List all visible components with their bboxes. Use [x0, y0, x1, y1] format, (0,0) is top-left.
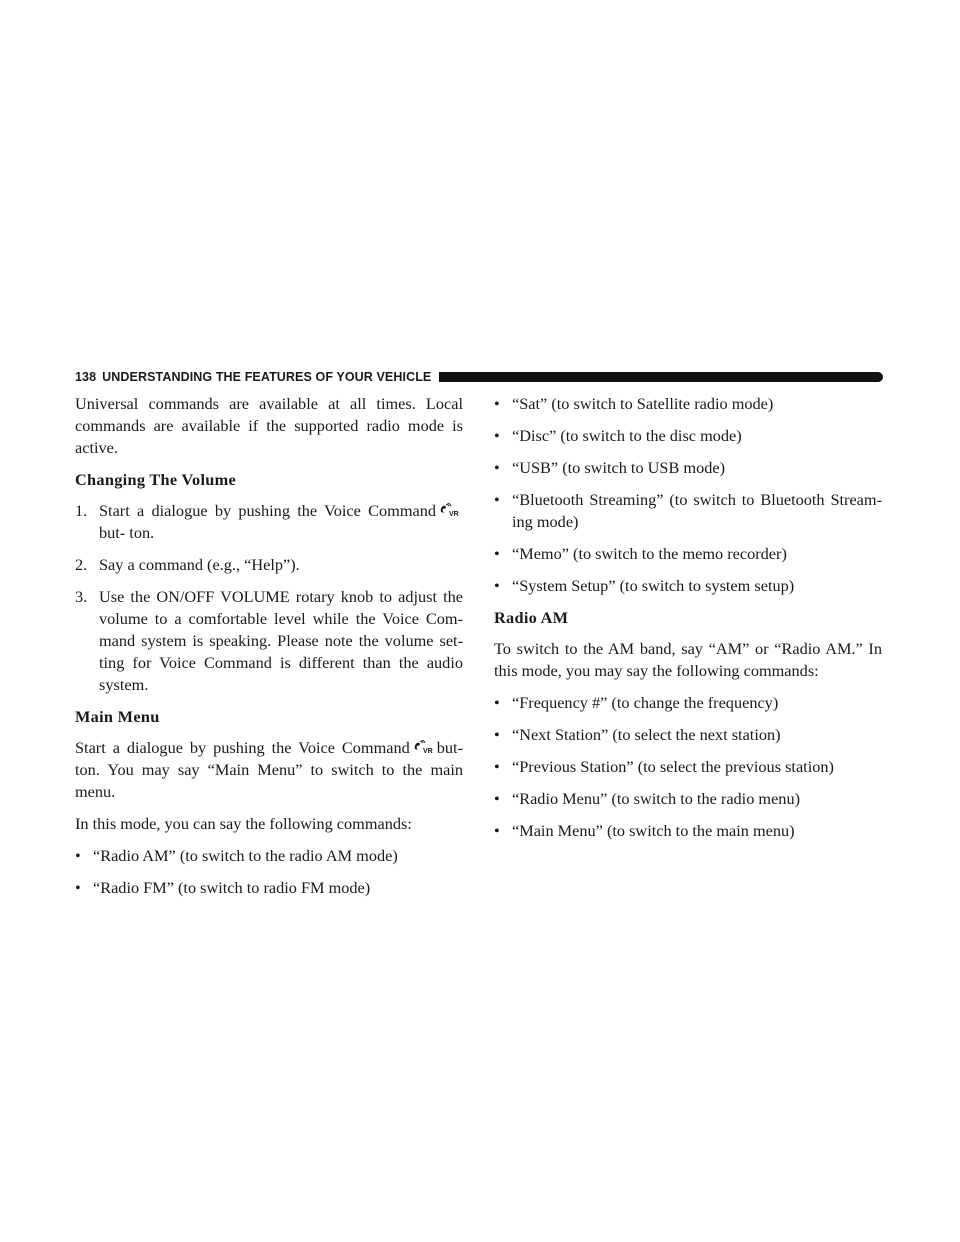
bullet-icon: •: [494, 426, 500, 445]
svg-text:VR: VR: [449, 511, 459, 517]
bullet-icon: •: [494, 757, 500, 776]
bullet-icon: •: [494, 576, 500, 595]
list-item-text: “Main Menu” (to switch to the main menu): [512, 821, 795, 840]
step-1: [75, 500, 463, 544]
list-item-text: “Frequency #” (to change the frequency): [512, 693, 779, 712]
bullet-icon: •: [75, 878, 81, 897]
page-number: 138: [75, 370, 97, 384]
list-item: [494, 425, 882, 447]
list-item-text: “Radio FM” (to switch to radio FM mode): [93, 878, 371, 897]
voice-command-icon: [413, 740, 435, 754]
list-item-text: “Next Station” (to select the next station): [512, 725, 781, 744]
step-text: Start a dialogue by pushing the Voice Command: [99, 501, 436, 520]
list-item: [494, 575, 882, 597]
list-item: [494, 724, 882, 746]
main-menu-text: Start a dialogue by pushing the Voice Command: [75, 738, 410, 757]
list-item: [494, 756, 882, 778]
list-item: [494, 457, 882, 479]
bullet-icon: •: [494, 394, 500, 413]
list-item: [494, 489, 882, 533]
list-item-text: “Bluetooth Streaming” (to switch to Bluetooth Stream- ing mode): [512, 490, 882, 531]
bullet-icon: •: [75, 846, 81, 865]
svg-text:VR: VR: [422, 748, 433, 754]
list-item: [494, 692, 882, 714]
changing-volume-heading: Changing The Volume: [75, 470, 237, 489]
mode-intro: In this mode, you can say the following commands:: [75, 814, 412, 833]
bullet-icon: •: [494, 693, 500, 712]
list-item: [75, 877, 463, 899]
step-number: 1.: [75, 501, 88, 520]
main-menu-heading: Main Menu: [75, 707, 160, 726]
list-item: [494, 393, 882, 415]
radio-am-intro: To switch to the AM band, say “AM” or “Radio AM.” In this mode, you may say the following commands:: [494, 639, 882, 680]
list-item-text: “Memo” (to switch to the memo recorder): [512, 544, 787, 563]
step-text: Use the ON/OFF VOLUME rotary knob to adjust the volume to a comfortable level while the Voice Com- mand system is speaking. Please note the volume set- ting for Voice Command is different than the audio system.: [99, 587, 463, 694]
intro-paragraph: Universal commands are available at all times. Local commands are available if the supported radio mode is active.: [75, 394, 463, 457]
voice-command-icon: [439, 503, 461, 517]
list-item-text: “Radio Menu” (to switch to the radio menu): [512, 789, 801, 808]
list-item-text: “Disc” (to switch to the disc mode): [512, 426, 742, 445]
main-menu-text-continued: but- ton. You may say “Main Menu” to switch to the main menu.: [75, 738, 463, 801]
bullet-icon: •: [494, 821, 500, 840]
step-2: [75, 554, 463, 576]
page-header: [75, 369, 883, 385]
section-title: UNDERSTANDING THE FEATURES OF YOUR VEHICLE: [102, 370, 432, 384]
list-item-text: “System Setup” (to switch to system setup): [512, 576, 795, 595]
step-text-continued: but- ton.: [99, 523, 155, 542]
right-column: [494, 393, 882, 852]
list-item: [75, 845, 463, 867]
list-item-text: “USB” (to switch to USB mode): [512, 458, 725, 477]
list-item: [494, 543, 882, 565]
bullet-icon: •: [494, 725, 500, 744]
radio-am-heading: Radio AM: [494, 608, 569, 627]
step-number: 3.: [75, 587, 88, 606]
list-item: [494, 820, 882, 842]
list-item: [494, 788, 882, 810]
bullet-icon: •: [494, 789, 500, 808]
main-menu-paragraph: [75, 737, 463, 803]
bullet-icon: •: [494, 544, 500, 563]
step-text: Say a command (e.g., “Help”).: [99, 555, 300, 574]
bullet-icon: •: [494, 490, 500, 509]
step-number: 2.: [75, 555, 88, 574]
list-item-text: “Previous Station” (to select the previous station): [512, 757, 834, 776]
header-bar: [439, 372, 883, 382]
step-3: [75, 586, 463, 696]
list-item-text: “Sat” (to switch to Satellite radio mode): [512, 394, 774, 413]
left-column: [75, 393, 463, 909]
list-item-text: “Radio AM” (to switch to the radio AM mode): [93, 846, 398, 865]
bullet-icon: •: [494, 458, 500, 477]
